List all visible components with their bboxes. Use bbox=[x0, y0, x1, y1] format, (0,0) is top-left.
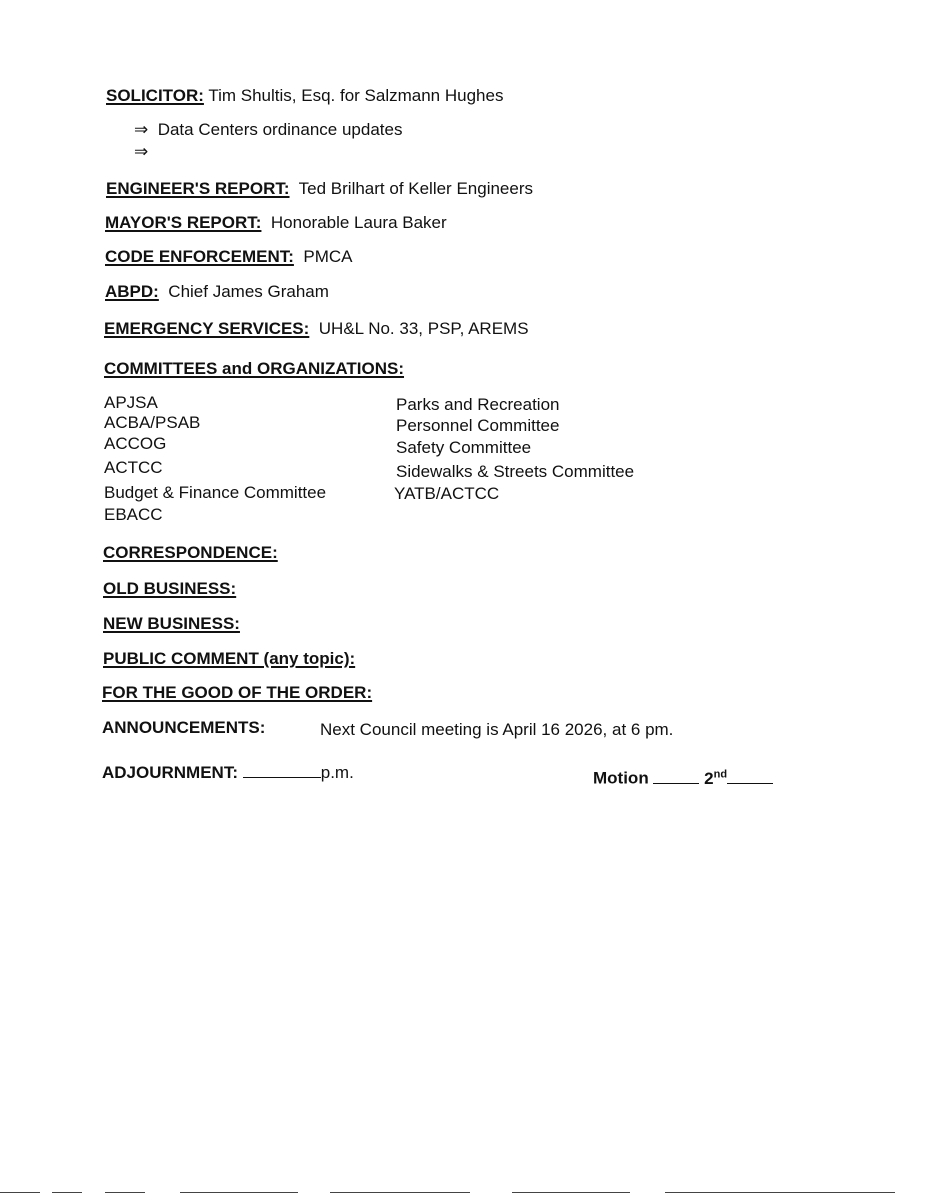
committee-item: YATB/ACTCC bbox=[394, 484, 500, 503]
code-heading: CODE ENFORCEMENT: bbox=[105, 247, 294, 266]
committee-item: ACCOG bbox=[104, 434, 167, 453]
announcements-heading: ANNOUNCEMENTS: bbox=[102, 718, 266, 737]
bullet-text: Data Centers ordinance updates bbox=[157, 120, 403, 139]
public-comment-heading: PUBLIC COMMENT (any topic): bbox=[103, 649, 356, 668]
motion-blank bbox=[653, 769, 699, 784]
announcements-value: Next Council meeting is April 16 2026, at 6 pm. bbox=[320, 720, 674, 739]
solicitor-bullet bbox=[134, 120, 402, 140]
scan-edge-line bbox=[330, 1192, 470, 1193]
correspondence-heading: CORRESPONDENCE: bbox=[103, 543, 278, 562]
committee-item: Budget & Finance Committee bbox=[104, 483, 327, 502]
solicitor-value: Tim Shultis, Esq. for Salzmann Hughes bbox=[208, 86, 504, 105]
arrow-icon: ⇒ bbox=[134, 142, 149, 161]
committees-heading-row bbox=[104, 359, 404, 379]
mayor-section bbox=[105, 213, 447, 233]
emergency-section bbox=[104, 319, 529, 339]
solicitor-section bbox=[106, 86, 503, 106]
committee-item: APJSA bbox=[104, 393, 158, 412]
solicitor-heading: SOLICITOR: bbox=[106, 86, 204, 105]
mayor-heading: MAYOR'S REPORT: bbox=[105, 213, 262, 232]
committee-item: Sidewalks & Streets Committee bbox=[396, 462, 635, 481]
motion-row bbox=[593, 764, 773, 789]
committee-item: Personnel Committee bbox=[396, 416, 560, 435]
committee-item: EBACC bbox=[104, 505, 163, 524]
new-business-heading: NEW BUSINESS: bbox=[103, 614, 240, 633]
scan-edge-line bbox=[512, 1192, 630, 1193]
emergency-value: UH&L No. 33, PSP, AREMS bbox=[318, 319, 529, 338]
engineer-heading: ENGINEER'S REPORT: bbox=[106, 179, 290, 198]
scan-edge-line bbox=[0, 1192, 40, 1193]
engineer-section bbox=[106, 179, 533, 199]
second-blank bbox=[727, 769, 773, 784]
second-suffix: nd bbox=[713, 768, 728, 780]
committee-item: ACBA/PSAB bbox=[104, 413, 201, 432]
code-section bbox=[105, 247, 352, 267]
arrow-icon: ⇒ bbox=[134, 120, 149, 139]
committees-heading: COMMITTEES and ORGANIZATIONS: bbox=[104, 359, 405, 378]
emergency-heading: EMERGENCY SERVICES: bbox=[104, 319, 310, 338]
adjournment-time-suffix: p.m. bbox=[320, 763, 354, 782]
second-label bbox=[704, 769, 727, 788]
scan-edge-line bbox=[180, 1192, 298, 1193]
motion-label: Motion bbox=[593, 768, 649, 788]
scan-edge-line bbox=[105, 1192, 145, 1193]
committee-item: ACTCC bbox=[104, 458, 163, 477]
committee-item: Parks and Recreation bbox=[396, 395, 560, 414]
adjournment-time-blank bbox=[243, 763, 321, 778]
abpd-heading: ABPD: bbox=[105, 282, 159, 301]
committee-item: Safety Committee bbox=[396, 438, 532, 457]
solicitor-bullet bbox=[134, 142, 148, 162]
good-order-heading: FOR THE GOOD OF THE ORDER: bbox=[102, 683, 373, 702]
mayor-value: Honorable Laura Baker bbox=[270, 213, 447, 232]
abpd-section bbox=[105, 282, 329, 302]
scan-edge-line bbox=[52, 1192, 82, 1193]
second-number: 2 bbox=[704, 768, 714, 788]
adjournment-row bbox=[102, 763, 354, 783]
scan-edge-line bbox=[665, 1192, 895, 1193]
old-business-heading: OLD BUSINESS: bbox=[103, 579, 237, 598]
engineer-value: Ted Brilhart of Keller Engineers bbox=[298, 179, 533, 198]
adjournment-heading: ADJOURNMENT: bbox=[102, 763, 238, 782]
abpd-value: Chief James Graham bbox=[168, 282, 329, 301]
code-value: PMCA bbox=[303, 247, 353, 266]
